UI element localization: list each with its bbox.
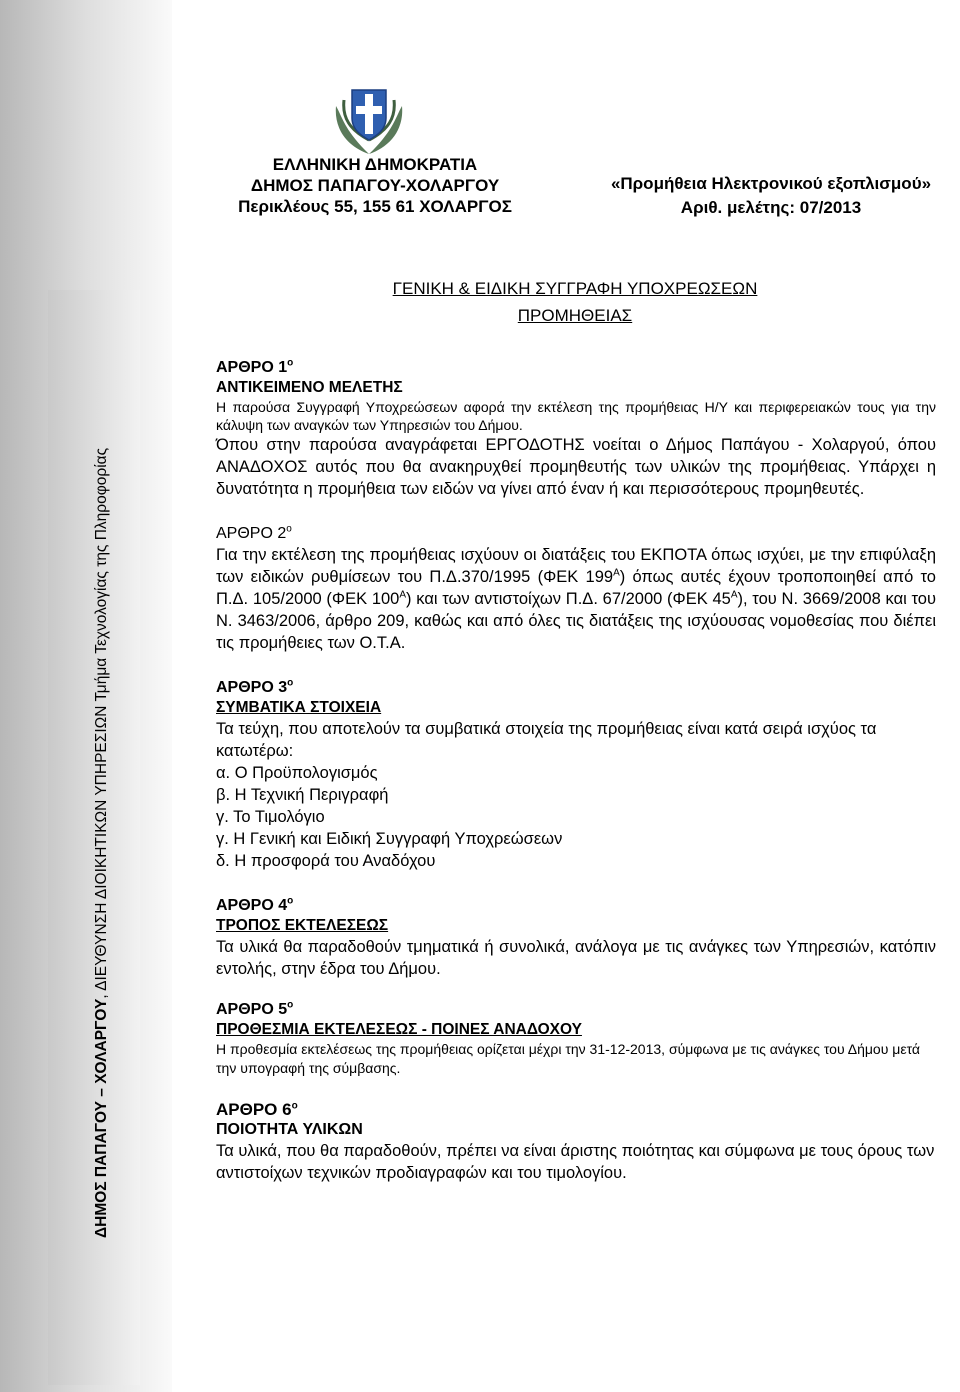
article-2-paragraph: Για την εκτέλεση της προμήθειας ισχύουν οι διατάξεις του ΕΚΠΟΤΑ όπως ισχύει, με την επιφύλαξη των ειδικών ρυθμίσεων του Π.Δ.370/1995 (ΦΕΚ $199^A$) όπως αυτές έχουν τροποποιηθεί από το Π.Δ. 105/2000 (ΦΕΚ $100^A$) και των αντιστοίχων Π.Δ. 67/2000 (ΦΕΚ $45^A$), του Ν. 3669/2008 και του Ν. 3463/2006, άρθρο 209, καθώς και από όλες τις διατάξεις της ισχύουσας νομοθεσίας που διέπει τις προμήθειες των Ο.Τ.Α. xyxy=(216,546,936,652)
article-4-title: ΑΡΘΡΟ $4^o$ xyxy=(216,895,294,914)
article-6-subtitle: ΠΟΙΟΤΗΤΑ ΥΛΙΚΩΝ xyxy=(216,1121,363,1138)
project-header xyxy=(582,172,960,220)
article-5-subtitle: ΠΡΟΘΕΣΜΙΑ ΕΚΤΕΛΕΣΕΩΣ - ΠΟΙΝΕΣ ΑΝΑΔΟΧΟΥ xyxy=(216,1021,582,1038)
list-item: α. Ο Προϋπολογισμός xyxy=(216,764,378,782)
article-5-paragraph: Η προθεσμία εκτελέσεως της προμήθειας ορίζεται μέχρι την 31-12-2013, σύμφωνα με τις ανάγκες του Δήμου μετά την υπογραφή της σύμβασης. xyxy=(216,1041,920,1076)
issuer-municipality: ΔΗΜΟΣ ΠΑΠΑΓΟΥ-ΧΟΛΑΡΓΟΥ xyxy=(250,176,500,195)
list-item: β. Η Τεχνική Περιγραφή xyxy=(216,786,389,804)
study-number: Αριθ. μελέτης: 07/2013 xyxy=(680,198,862,217)
article-3-title: ΑΡΘΡΟ $3^o$ xyxy=(216,677,294,696)
list-item: δ. Η προσφορά του Αναδόχου xyxy=(216,852,436,870)
list-item: γ. Το Τιμολόγιο xyxy=(216,808,325,826)
article-1-paragraph-1: Η παρούσα Συγγραφή Υποχρεώσεων αφορά την εκτέλεση της προμήθειας Η/Υ και περιφερειακών τους για την κάλυψη των αναγκών των Υπηρεσιών του Δήμου. xyxy=(216,399,936,433)
document-title-line1: ΓΕΝΙΚΗ & ΕΙΔΙΚΗ ΣΥΓΓΡΑΦΗ ΥΠΟΧΡΕΩΣΕΩΝ xyxy=(392,279,758,298)
article-3-subtitle: ΣΥΜΒΑΤΙΚΑ ΣΤΟΙΧΕΙΑ xyxy=(216,699,382,716)
article-5 xyxy=(216,1000,936,1078)
document-body xyxy=(216,358,936,1184)
article-6-paragraph: Τα υλικά, που θα παραδοθούν, πρέπει να είναι άριστης ποιότητας και σύμφωνα με τους όρους των αντιστοίχων τεχνικών προδιαγραφών και του τιμολογίου. xyxy=(216,1142,935,1182)
document-title-line2: ΠΡΟΜΗΘΕΙΑΣ xyxy=(517,306,633,325)
issuer-address: Περικλέους 55, 155 61 ΧΟΛΑΡΓΟΣ xyxy=(238,197,512,216)
article-2-title: ΑΡΘΡΟ $2^o$ xyxy=(216,523,292,542)
issuer-country: ΕΛΛΗΝΙΚΗ ΔΗΜΟΚΡΑΤΙΑ xyxy=(272,155,478,174)
article-4 xyxy=(216,896,936,980)
article-3 xyxy=(216,678,936,872)
article-4-paragraph: Τα υλικά θα παραδοθούν τμηματικά ή συνολικά, ανάλογα με τις ανάγκες των Υπηρεσιών, κατόπιν εντολής, στην έδρα του Δήμου. xyxy=(216,938,936,978)
sidebar-department: , ΔΙΕΥΘΥΝΣΗ ΔΙΟΙΚΗΤΙΚΩΝ ΥΠΗΡΕΣΙΩΝ Τμήμα Τεχνολογίας της Πληροφορίας xyxy=(93,447,110,999)
article-1 xyxy=(216,358,936,500)
greek-coat-of-arms-icon xyxy=(328,84,410,156)
document-title xyxy=(335,275,815,329)
article-5-title: ΑΡΘΡΟ $5^o$ xyxy=(216,999,294,1018)
article-2 xyxy=(216,524,936,654)
article-1-paragraph-2: Όπου στην παρούσα αναγράφεται ΕΡΓΟΔΟΤΗΣ νοείται ο Δήμος Παπάγου - Χολαργού, όπου ΑΝΑΔΟΧΟΣ αυτός που θα ανακηρυχθεί προμηθευτής των υλικών της προμήθειας. Υπάρχει η δυνατότητα η προμήθεια των ειδών να γίνει από έναν ή και περισσότερους προμηθευτές. xyxy=(216,436,936,498)
sidebar-municipality: ΔΗΜΟΣ ΠΑΠΑΓΟΥ – ΧΟΛΑΡΓΟΥ xyxy=(93,998,110,1238)
list-item: γ. Η Γενική και Ειδική Συγγραφή Υποχρεώσεων xyxy=(216,830,563,848)
article-6 xyxy=(216,1100,936,1184)
issuer-header xyxy=(200,154,550,217)
sidebar-vertical-text xyxy=(90,308,114,1238)
article-6-title: ΑΡΘΡΟ $6^o$ xyxy=(216,1100,298,1119)
sidebar-band xyxy=(0,0,172,1392)
article-1-title: ΑΡΘΡΟ $1^o$ xyxy=(216,357,294,376)
article-4-subtitle: ΤΡΟΠΟΣ ΕΚΤΕΛΕΣΕΩΣ xyxy=(216,917,389,934)
article-3-list xyxy=(216,718,936,872)
article-3-intro: Τα τεύχη, που αποτελούν τα συμβατικά στοιχεία της προμήθειας είναι κατά σειρά ισχύος τα κατωτέρω: xyxy=(216,720,877,760)
article-1-subtitle: ΑΝΤΙΚΕΙΜΕΝΟ ΜΕΛΕΤΗΣ xyxy=(216,379,403,396)
project-title: «Προμήθεια Ηλεκτρονικού εξοπλισμού» xyxy=(610,174,932,193)
